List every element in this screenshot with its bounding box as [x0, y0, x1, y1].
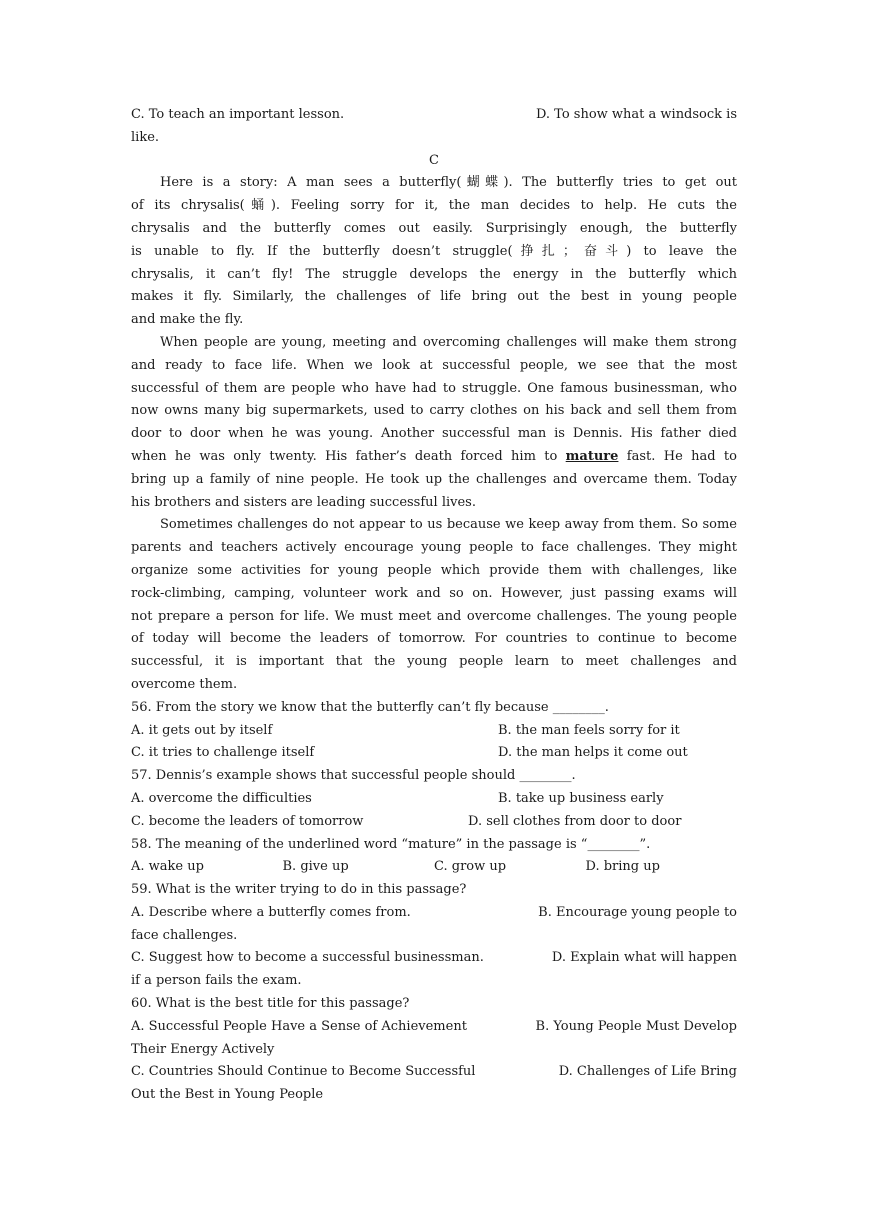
- passage-label: C: [429, 152, 439, 168]
- options-row: [131, 947, 737, 970]
- underlined-word-mature: mature: [565, 448, 619, 464]
- option-a: A. overcome the difficulties: [131, 790, 312, 806]
- p1-line: is unable to fly. If the butterfly doesn’t struggle(挣扎；奋斗) to leave the: [131, 243, 737, 259]
- option-a: A. Successful People Have a Sense of Achievement: [131, 1018, 467, 1034]
- option-a: A. Describe where a butterfly comes from.: [131, 904, 411, 920]
- option-c: C. it tries to challenge itself: [131, 745, 315, 761]
- options-row: [131, 788, 737, 811]
- document-page: [131, 104, 737, 1107]
- options-row: [131, 902, 737, 925]
- p2-line-with-underlined-word: [131, 446, 737, 469]
- p2-line6-before: when he was only twenty. His father’s death forced him to: [131, 448, 566, 464]
- p2-line: When people are young, meeting and overcoming challenges will make them strong: [160, 334, 737, 350]
- p3-line: rock-climbing, camping, volunteer work and so on. However, just passing exams will: [131, 585, 737, 601]
- option-a: A. it gets out by itself: [131, 722, 273, 738]
- p2-line: his brothers and sisters are leading successful lives.: [131, 494, 476, 510]
- prev-option-d-cont: like.: [131, 129, 160, 145]
- options-row: [131, 1016, 737, 1039]
- question-stem: 58. The meaning of the underlined word “mature” in the passage is “________”.: [131, 836, 651, 852]
- option-c: C. grow up: [434, 859, 507, 875]
- p2-line: bring up a family of nine people. He took up the challenges and overcame them. Today: [131, 471, 737, 487]
- option-b-cont: Their Energy Actively: [131, 1041, 275, 1057]
- option-d: D. sell clothes from door to door: [468, 813, 682, 829]
- option-c: C. Suggest how to become a successful businessman.: [131, 950, 484, 966]
- question-60: [131, 993, 737, 1107]
- prev-options-line: [131, 104, 737, 127]
- p1-line: of its chrysalis(蛹). Feeling sorry for it, the man decides to help. He cuts the: [131, 198, 737, 214]
- options-row: [131, 720, 737, 743]
- option-d: D. Challenges of Life Bring: [558, 1064, 737, 1080]
- p1-line: Here is a story: A man sees a butterfly(蝴蝶). The butterfly tries to get out: [160, 175, 737, 191]
- options-row: [131, 742, 737, 765]
- question-56: [131, 697, 737, 765]
- p1-line: chrysalis and the butterfly comes out easily. Surprisingly enough, the butterfly: [131, 220, 737, 236]
- p2-line: door to door when he was young. Another successful man is Dennis. His father died: [131, 426, 737, 442]
- p3-line: not prepare a person for life. We must meet and overcome challenges. The young people: [131, 608, 737, 624]
- prev-option-c: C. To teach an important lesson.: [131, 107, 345, 122]
- option-c: C. Countries Should Continue to Become Successful: [131, 1064, 476, 1080]
- question-59: [131, 879, 737, 993]
- p2-line: successful of them are people who have had to struggle. One famous businessman, who: [131, 380, 737, 396]
- options-row: [131, 1061, 737, 1084]
- option-d-cont: Out the Best in Young People: [131, 1087, 324, 1103]
- question-stem: 59. What is the writer trying to do in this passage?: [131, 882, 467, 898]
- paragraph-1: [131, 172, 737, 332]
- p3-line: of today will become the leaders of tomorrow. For countries to continue to become: [131, 631, 737, 647]
- option-b: B. Encourage young people to: [538, 904, 737, 920]
- p3-line: successful, it is important that the young people learn to meet challenges and: [131, 654, 737, 670]
- question-57: [131, 765, 737, 833]
- option-d-cont: if a person fails the exam.: [131, 973, 302, 989]
- options-row: [131, 811, 737, 834]
- p3-line: overcome them.: [131, 676, 238, 692]
- p2-line: now owns many big supermarkets, used to carry clothes on his back and sell them from: [131, 403, 737, 419]
- option-c: C. become the leaders of tomorrow: [131, 813, 364, 829]
- p1-line: makes it fly. Similarly, the challenges of life bring out the best in young people: [131, 289, 737, 305]
- p2-line: and ready to face life. When we look at successful people, we see that the most: [131, 357, 737, 373]
- question-stem: 60. What is the best title for this passage?: [131, 996, 410, 1012]
- p3-line: Sometimes challenges do not appear to us because we keep away from them. So some: [160, 517, 737, 533]
- question-stem: 57. Dennis’s example shows that successful people should ________.: [131, 768, 576, 784]
- p1-line: and make the fly.: [131, 312, 244, 328]
- prev-option-d: D. To show what a windsock is: [535, 107, 737, 122]
- option-d: D. Explain what will happen: [551, 950, 737, 966]
- option-a: A. wake up: [131, 859, 204, 875]
- option-b: B. take up business early: [498, 790, 664, 806]
- option-b: B. the man feels sorry for it: [498, 722, 680, 738]
- p3-line: parents and teachers actively encourage young people to face challenges. They might: [131, 540, 737, 556]
- p2-line6-after: fast. He had to: [618, 448, 737, 464]
- option-b: B. Young People Must Develop: [535, 1018, 737, 1034]
- option-b-cont: face challenges.: [131, 927, 238, 943]
- option-b: B. give up: [282, 859, 349, 875]
- paragraph-3: [131, 514, 737, 696]
- options-row: [131, 856, 737, 879]
- question-stem: 56. From the story we know that the butterfly can’t fly because ________.: [131, 699, 609, 715]
- p3-line: organize some activities for young people which provide them with challenges, like: [131, 562, 737, 578]
- option-d: D. bring up: [585, 859, 660, 875]
- option-d: D. the man helps it come out: [498, 745, 688, 761]
- paragraph-2: [131, 332, 737, 514]
- question-58: [131, 834, 737, 880]
- p1-line: chrysalis, it can’t fly! The struggle develops the energy in the butterfly which: [131, 266, 737, 282]
